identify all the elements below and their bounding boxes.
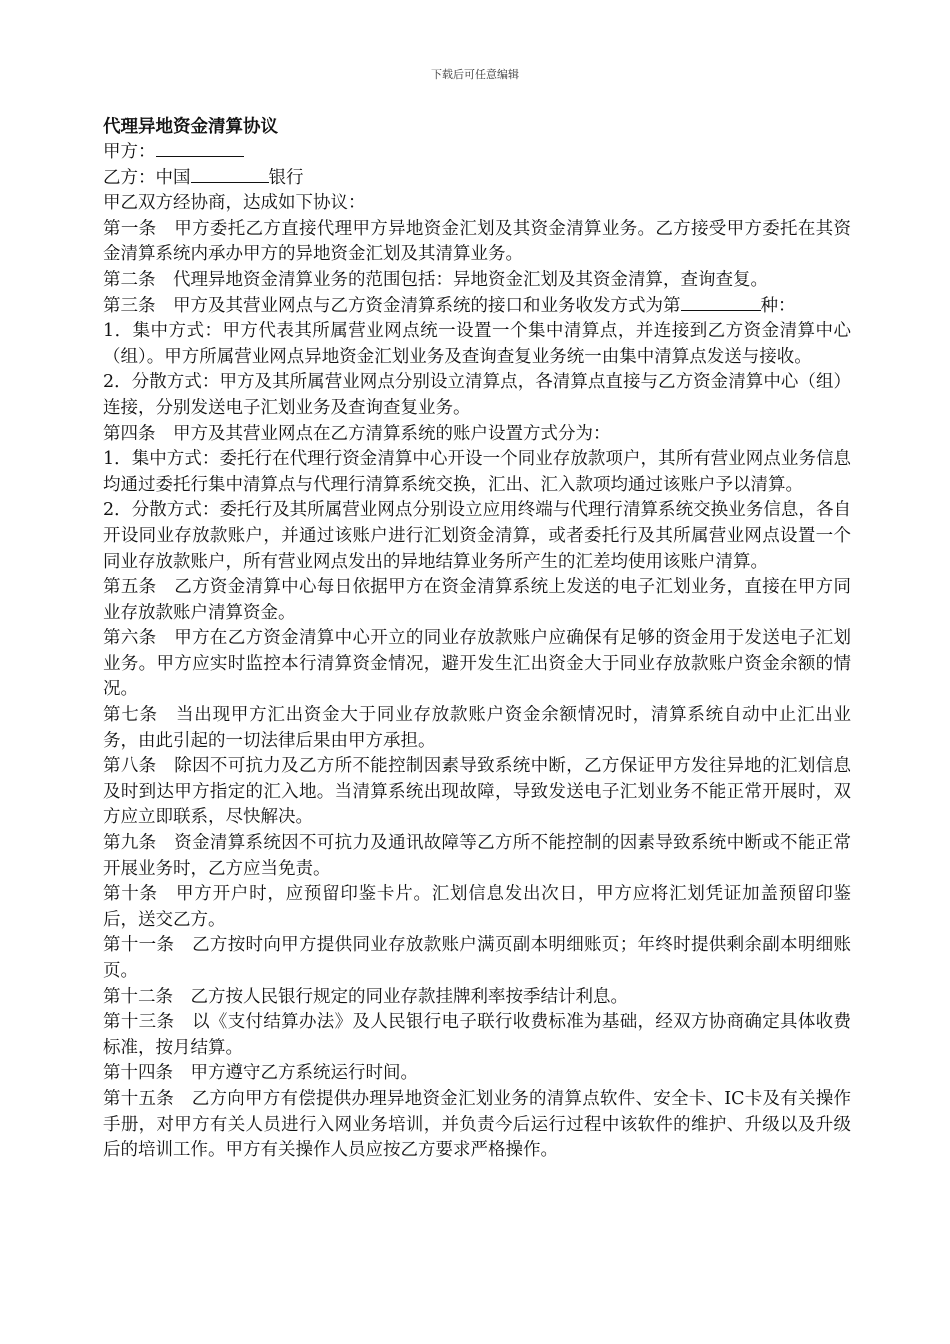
article-14: 第十四条 甲方遵守乙方系统运行时间。: [103, 1063, 418, 1084]
article-4-item-2: 2．分散方式：委托行及其所属营业网点分别设立应用终端与代理行清算系统交换业务信息，各自开设同业存放款账户，并通过该账户进行汇划资金清算，或者委托行及其所属营业网点设置一个同业存放款账户，所有营业网点发出的异地结算业务所产生的汇差均使用该账户清算。: [103, 500, 851, 572]
article-3-prefix: 第三条 甲方及其营业网点与乙方资金清算系统的接口和业务收发方式为第: [103, 295, 681, 316]
article-5: 第五条 乙方资金清算中心每日依据甲方在资金清算系统上发送的电子汇划业务，直接在甲方同业存放款账户清算资金。: [103, 577, 851, 623]
article-12: 第十二条 乙方按人民银行规定的同业存款挂牌利率按季结计利息。: [103, 986, 628, 1007]
article-15: 第十五条 乙方向甲方有偿提供办理异地资金汇划业务的清算点软件、安全卡、IC卡及有关操作手册，对甲方有关人员进行入网业务培训，并负责今后运行过程中该软件的维护、升级以及升级后的培训工作。甲方有关操作人员应按乙方要求严格操作。: [103, 1088, 851, 1161]
article-4: 第四条 甲方及其营业网点在乙方清算系统的账户设置方式分为：: [103, 423, 611, 444]
party-a-label: 甲方：: [103, 142, 156, 162]
party-b-prefix: 乙方：中国: [103, 167, 191, 188]
article-6: 第六条 甲方在乙方资金清算中心开立的同业存放款账户应确保有足够的资金用于发送电子汇划业务。甲方应实时监控本行清算资金情况，避开发生汇出资金大于同业存放款账户资金余额的情况。: [103, 628, 851, 700]
article-3-blank[interactable]: [681, 294, 761, 311]
article-3-item-2: 2．分散方式：甲方及其所属营业网点分别设立清算点，各清算点直接与乙方资金清算中心（组）连接，分别发送电子汇划业务及查询查复业务。: [103, 372, 851, 418]
intro-line: 甲乙双方经协商，达成如下协议：: [103, 193, 366, 214]
article-8: 第八条 除因不可抗力及乙方所不能控制因素导致系统中断，乙方保证甲方发往异地的汇划信息及时到达甲方指定的汇入地。当清算系统出现故障，导致发送电子汇划业务不能正常开展时，双方应立即联系，尽快解决。: [103, 756, 851, 828]
article-10: 第十条 甲方开户时，应预留印鉴卡片。汇划信息发出次日，甲方应将汇划凭证加盖预留印鉴后，送交乙方。: [103, 884, 851, 930]
article-1: 第一条 甲方委托乙方直接代理甲方异地资金汇划及其资金清算业务。乙方接受甲方委托在其资金清算系统内承办甲方的异地资金汇划及其清算业务。: [103, 218, 851, 265]
article-11: 第十一条 乙方按时向甲方提供同业存放款账户满页副本明细账页；年终时提供剩余副本明细账页。: [103, 935, 851, 981]
article-7: 第七条 当出现甲方汇出资金大于同业存放款账户资金余额情况时，清算系统自动中止汇出业务，由此引起的一切法律后果由甲方承担。: [103, 705, 851, 751]
article-3-suffix: 种：: [760, 295, 796, 316]
party-b-bank-blank[interactable]: [191, 166, 269, 183]
party-b-suffix: 银行: [268, 167, 304, 188]
party-b-line: [103, 166, 851, 192]
article-4-item-1: 1．集中方式：委托行在代理行资金清算中心开设一个同业存放款项户，其所有营业网点业务信息均通过委托行集中清算点与代理行清算系统交换，汇出、汇入款项均通过该账户予以清算。: [103, 449, 851, 495]
article-3-item-1: 1．集中方式：甲方代表其所属营业网点统一设置一个集中清算点，并连接到乙方资金清算中心（组）。甲方所属营业网点异地资金汇划业务及查询查复业务统一由集中清算点发送与接收。: [103, 321, 851, 367]
header-note: 下载后可任意编辑: [431, 68, 519, 81]
document-body: [103, 114, 851, 1164]
article-9: 第九条 资金清算系统因不可抗力及通讯故障等乙方所不能控制的因素导致系统中断或不能正常开展业务时，乙方应当免责。: [103, 833, 851, 879]
party-a-blank[interactable]: [156, 140, 244, 157]
document-title: 代理异地资金清算协议: [103, 117, 278, 137]
article-3: [103, 294, 851, 320]
article-2: 第二条 代理异地资金清算业务的范围包括：异地资金汇划及其资金清算，查询查复。: [103, 269, 768, 290]
article-13: 第十三条 以《支付结算办法》及人民银行电子联行收费标准为基础，经双方协商确定具体收费标准，按月结算。: [103, 1012, 851, 1058]
party-a-line: [103, 140, 851, 166]
